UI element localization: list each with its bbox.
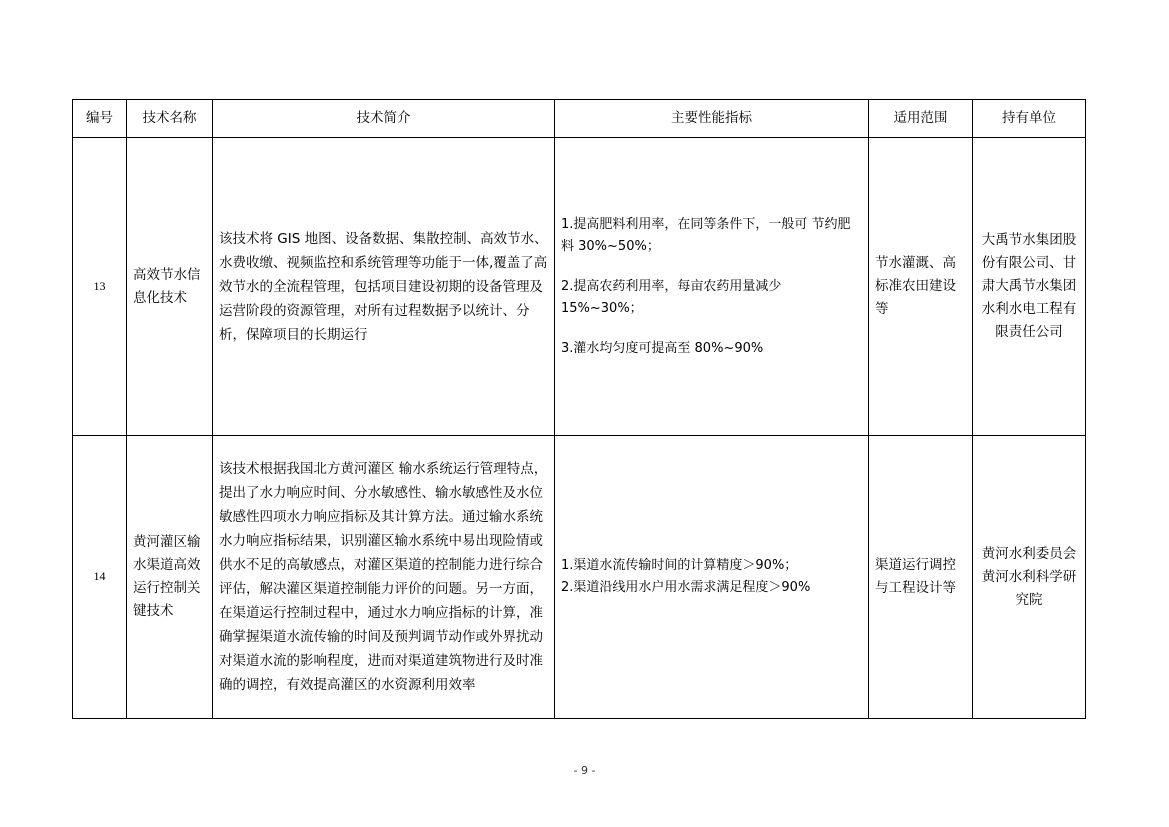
row-scope: 渠道运行调控与工程设计等 [869,436,973,719]
row-performance [555,138,869,436]
performance-item: 1.提高肥料利用率，在同等条件下，一般可 节约肥料 30%~50%； [561,216,851,254]
performance-item: 3.灌水均匀度可提高至 80%~90% [561,340,764,356]
row-tech-name: 高效节水信息化技术 [127,138,213,436]
table-header-row [73,100,1086,138]
row-number: 14 [73,436,127,719]
header-performance: 主要性能指标 [555,100,869,138]
page-number: - 9 - [573,764,596,777]
row-tech-intro: 该技术将 GIS 地图、设备数据、集散控制、高效节水、水费收缴、视频监控和系统管理等功能于一体,覆盖了高效节水的全流程管理，包括项目建设初期的设备管理及运营阶段的资源管理，对所有过程数据予以统计、分析，保障项目的长期运行 [213,138,555,436]
row-tech-name: 黄河灌区输水渠道高效运行控制关键技术 [127,436,213,719]
performance-item: 1.渠道水流传输时间的计算精度＞90%； [561,558,798,573]
row-performance [555,436,869,719]
header-tech-intro: 技术简介 [213,100,555,138]
performance-item: 2.提高农药利用率，每亩农药用量减少 15%~30%； [561,278,782,316]
row-scope: 节水灌溉、高标准农田建设等 [869,138,973,436]
row-tech-intro: 该技术根据我国北方黄河灌区 输水系统运行管理特点，提出了水力响应时间、分水敏感性、输水敏感性及水位敏感性四项水力响应指标及其计算方法。通过输水系统水力响应指标结果，识别灌区输水系统中易出现险情或供水不足的高敏感点，对灌区渠道的控制能力进行综合评估，解决灌区渠道控制能力评价的问题。另一方面，在渠道运行控制过程中，通过水力响应指标的计算，准确掌握渠道水流传输的时间及预判调节动作或外界扰动对渠道水流的影响程度，进而对渠道建筑物进行及时准确的调控，有效提高灌区的水资源利用效率 [213,436,555,719]
technology-table [72,99,1086,719]
row-number: 13 [73,138,127,436]
header-holder: 持有单位 [973,100,1086,138]
header-number: 编号 [73,100,127,138]
header-scope: 适用范围 [869,100,973,138]
header-tech-name: 技术名称 [127,100,213,138]
row-holder: 黄河水利委员会黄河水利科学研究院 [973,436,1086,719]
performance-item: 2.渠道沿线用水户用水需求满足程度＞90% [561,580,811,595]
table-row [73,436,1086,719]
table-row [73,138,1086,436]
row-holder: 大禹节水集团股份有限公司、甘肃大禹节水集团水利水电工程有限责任公司 [973,138,1086,436]
